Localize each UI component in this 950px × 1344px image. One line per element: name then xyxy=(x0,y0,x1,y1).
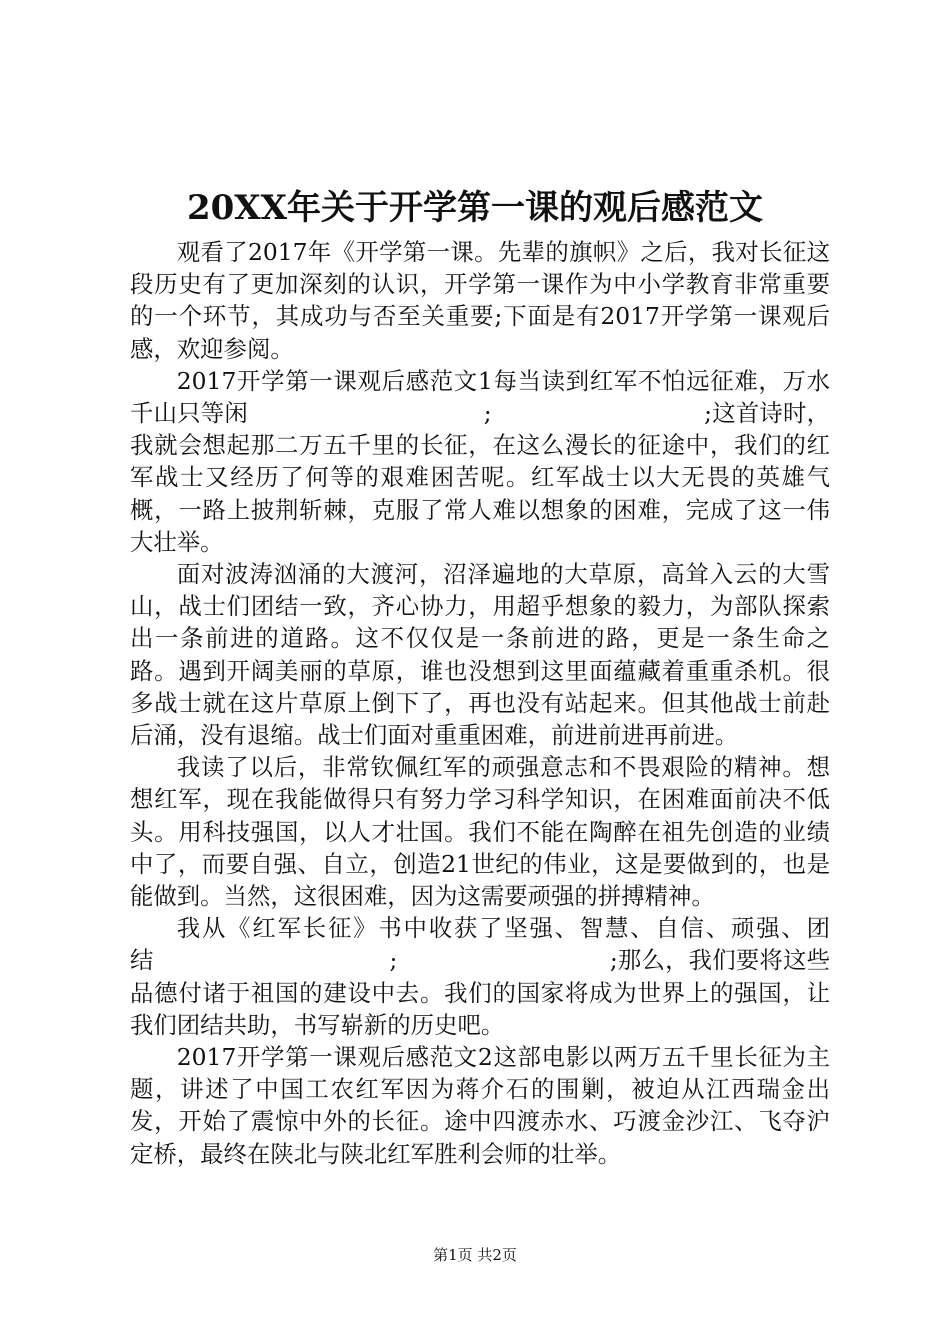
paragraph-essay-2: 2017开学第一课观后感范文2这部电影以两万五千里长征为主题，讲述了中国工农红军因为蒋介石的围剿，被迫从江西瑞金出发，开始了震惊中外的长征。途中四渡赤水、巧渡金沙江、飞夺沪定桥，最终在陕北与陕北红军胜利会师的壮举。 xyxy=(130,1043,830,1168)
document-title: 20XX年关于开学第一课的观后感范文 xyxy=(186,188,764,228)
paragraph-essay-1: 2017开学第一课观后感范文1每当读到红军不怕远征难，万水千山只等闲 ; ;这首诗时，我就会想起那二万五千里的长征，在这么漫长的征途中，我们的红军战士又经历了何等的艰难困苦呢。红军战士以大无畏的英雄气概，一路上披荆斩棘，克服了常人难以想象的困难，完成了这一伟大壮举。 xyxy=(130,366,830,556)
page-indicator: 第1页 共2页 xyxy=(433,1246,517,1264)
paragraph-lessons: 我从《红军长征》书中收获了坚强、智慧、自信、顽强、团结 ; ;那么，我们要将这些品德付诸于祖国的建设中去。我们的国家将成为世界上的强国，让我们团结共助，书写崭新的历史吧。 xyxy=(130,914,830,1039)
paragraph-reflection: 我读了以后，非常钦佩红军的顽强意志和不畏艰险的精神。想想红军，现在我能做得只有努力学习科学知识，在困难面前决不低头。用科技强国，以人才壮国。我们不能在陶醉在祖先创造的业绩中了，而要自强、自立，创造21世纪的伟业，这是要做到的，也是能做到。当然，这很困难，因为这需要顽强的拼搏精神。 xyxy=(130,753,830,911)
document-body xyxy=(130,236,830,1170)
paragraph-essay-1-continued: 面对波涛汹涌的大渡河，沼泽遍地的大草原，高耸入云的大雪山，战士们团结一致，齐心协力，用超乎想象的毅力，为部队探索出一条前进的道路。这不仅仅是一条前进的路，更是一条生命之路。遇到开阔美丽的草原，谁也没想到这里面蕴藏着重重杀机。很多战士就在这片草原上倒下了，再也没有站起来。但其他战士前赴后涌，没有退缩。战士们面对重重困难，前进前进再前进。 xyxy=(130,560,830,750)
paragraph-intro: 观看了2017年《开学第一课。先辈的旗帜》之后，我对长征这段历史有了更加深刻的认识，开学第一课作为中小学教育非常重要的一个环节，其成功与否至关重要;下面是有2017开学第一课观后感，欢迎参阅。 xyxy=(130,238,830,363)
